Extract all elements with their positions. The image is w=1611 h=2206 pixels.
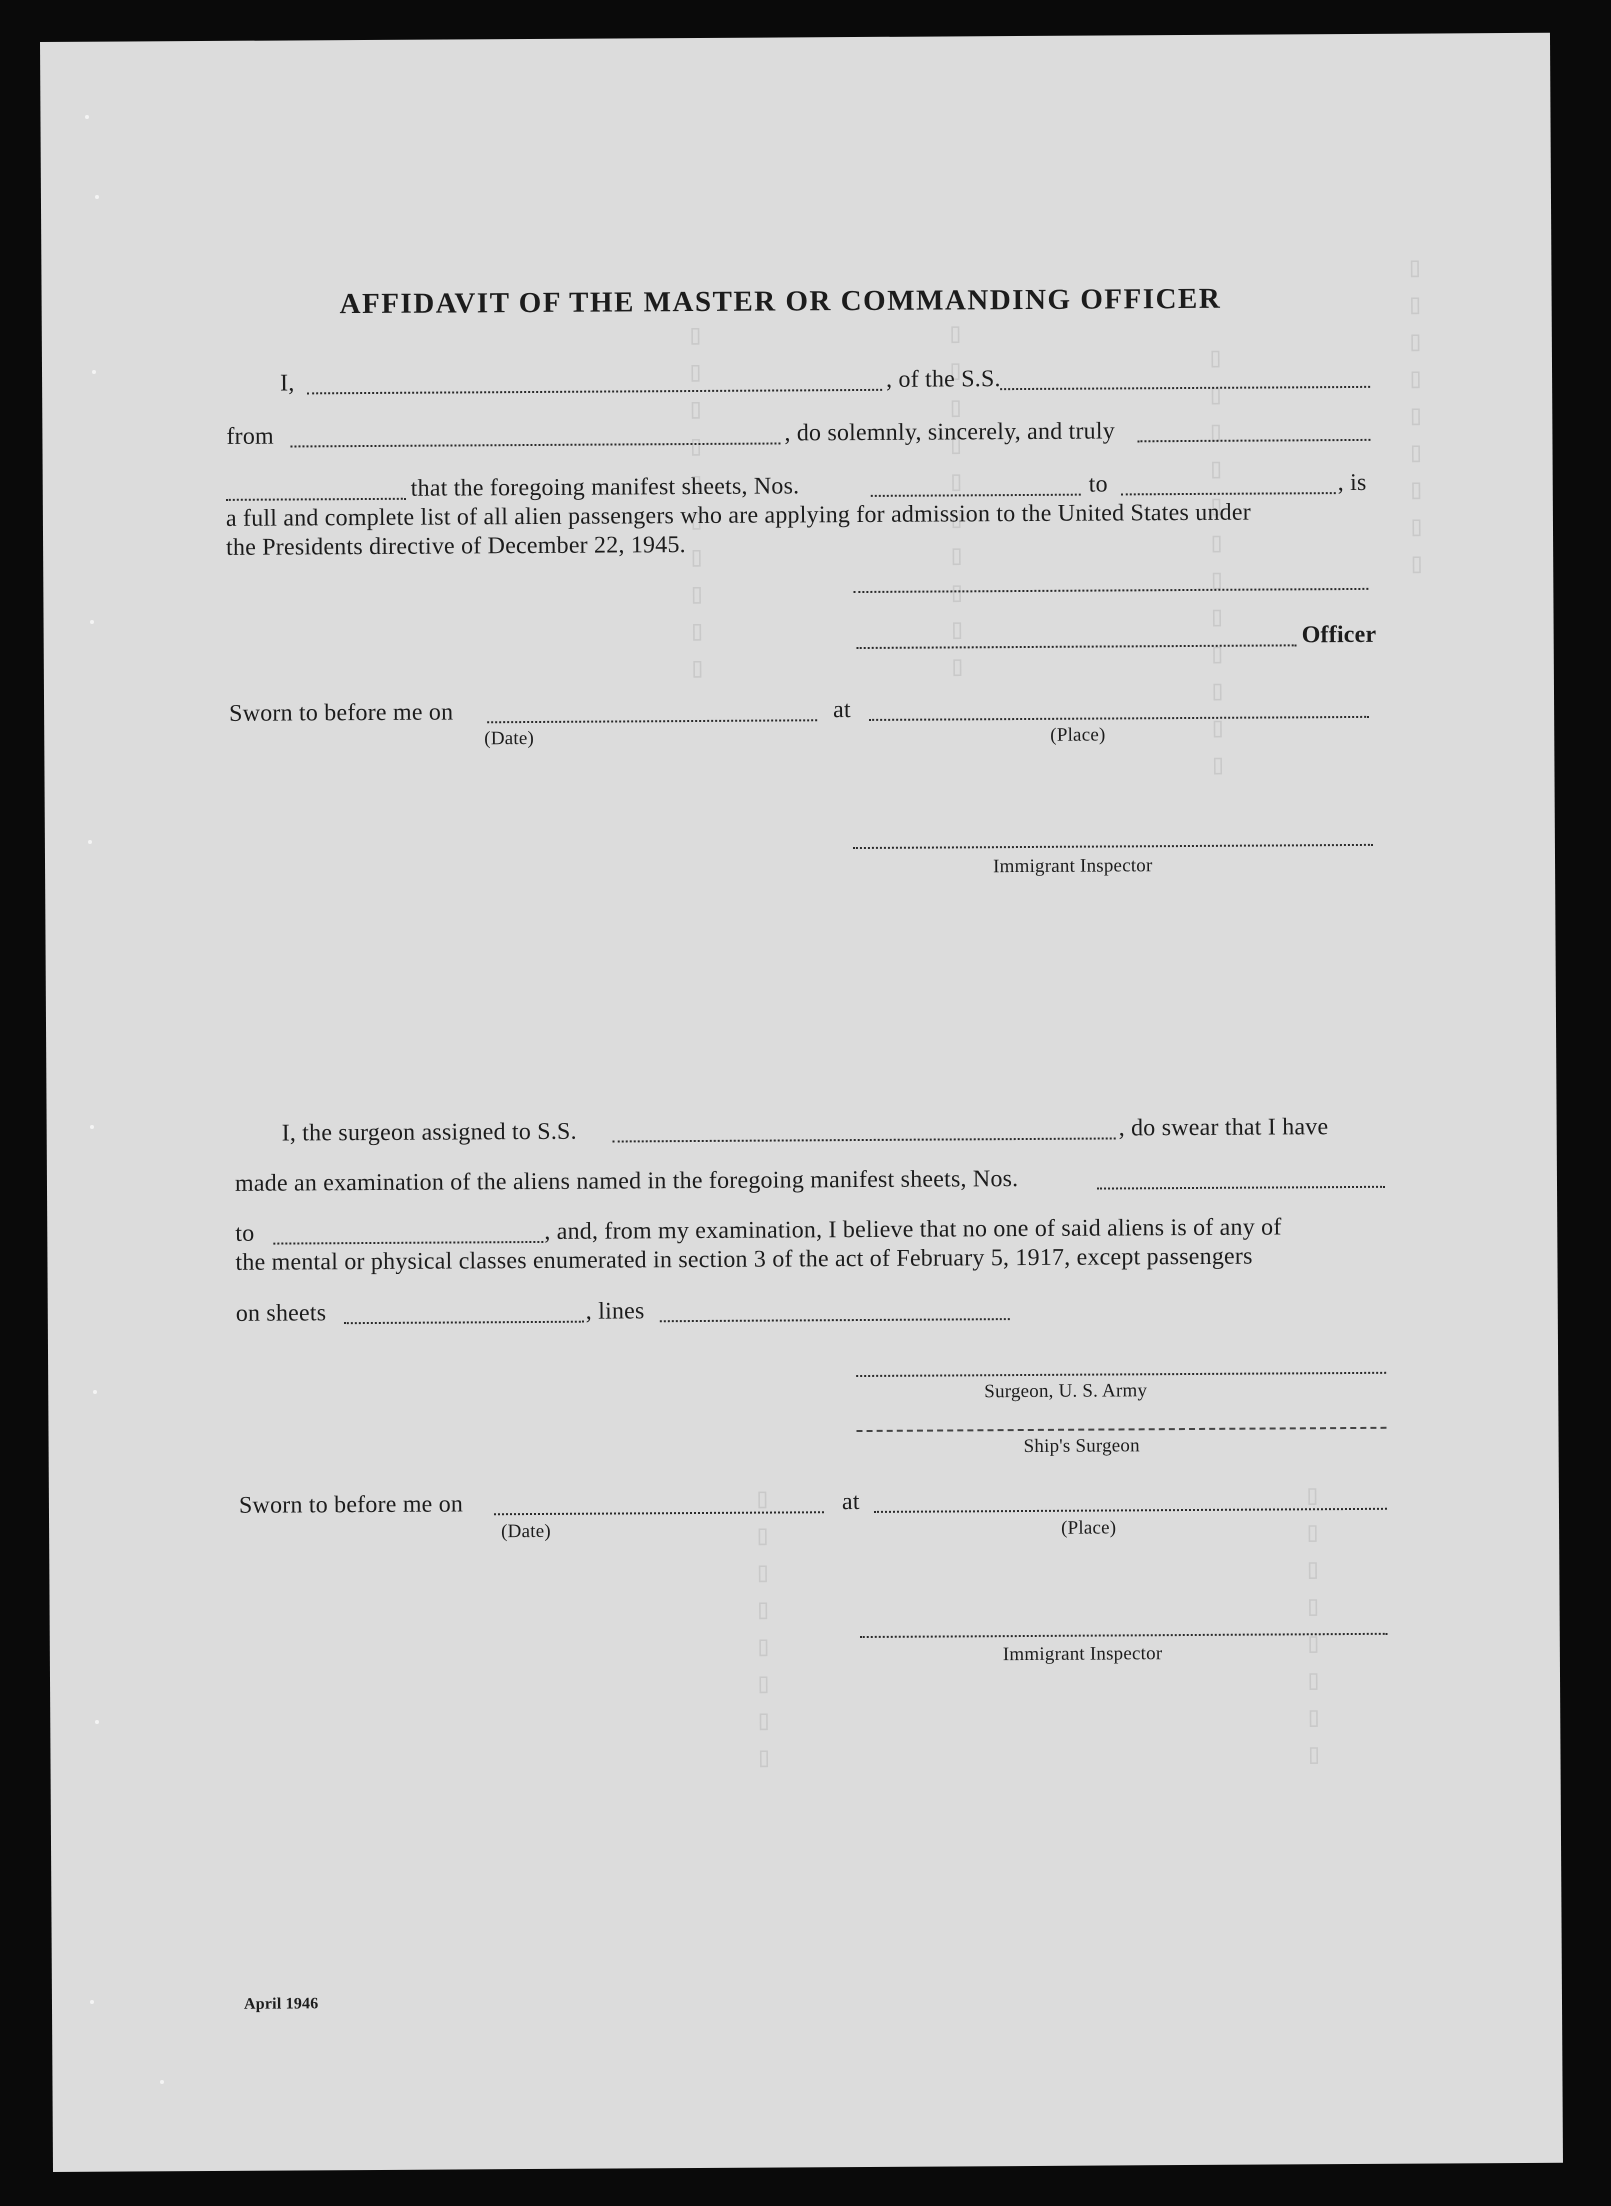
inspector-signature-field[interactable] (853, 844, 1373, 849)
surgeon-date-caption: (Date) (501, 1520, 551, 1543)
date-caption: (Date) (484, 727, 535, 750)
scan-speck (93, 1390, 97, 1394)
lines-label: , lines (585, 1298, 645, 1325)
form-date: April 1946 (243, 1995, 319, 2013)
scan-speck (95, 195, 99, 199)
surgeon-line-2: made an examination of the aliens named in the foregoing manifest sheets, Nos. (234, 1166, 1019, 1197)
bleedthrough-text: ▯▯▯▯▯▯▯▯▯▯ (682, 317, 716, 689)
surgeon-sheet-from-field[interactable] (1097, 1186, 1385, 1190)
sworn-place-field[interactable] (869, 716, 1369, 721)
scan-speck (90, 2000, 94, 2004)
of-ss-label: , of the S.S. (886, 366, 1001, 393)
ship-name-field[interactable] (1000, 386, 1370, 390)
ship-surgeon-caption: Ship's Surgeon (1023, 1435, 1140, 1458)
place-caption: (Place) (1050, 724, 1106, 746)
form-page (40, 33, 1563, 2172)
master-name-field[interactable] (307, 389, 882, 395)
at-label: at (833, 697, 851, 724)
scan-speck (95, 1720, 99, 1724)
from-label: from (226, 423, 274, 450)
surgeon-line-1a: I, the surgeon assigned to S.S. (281, 1118, 577, 1147)
bleedthrough-text: ▯▯▯▯▯▯▯▯▯ (1402, 250, 1436, 584)
sworn-label: Sworn to before me on (229, 699, 454, 727)
surgeon-place-caption: (Place) (1061, 1517, 1117, 1539)
surgeon-ship-field[interactable] (613, 1137, 1116, 1142)
surgeon-line-1b: , do swear that I have (1118, 1114, 1329, 1142)
except-lines-field[interactable] (660, 1318, 1010, 1322)
surgeon-at-label: at (841, 1489, 860, 1516)
surgeon-line-3b: , and, from my examination, I believe that no one of said aliens is of any of (544, 1214, 1282, 1245)
swear-text: , do solemnly, sincerely, and truly (784, 418, 1115, 447)
surgeon-line-4: the mental or physical classes enumerated in section 3 of the act of February 5, 1917, except passengers (235, 1243, 1253, 1276)
scan-speck (92, 370, 96, 374)
oath-field[interactable] (1137, 439, 1370, 442)
officer-label: Officer (1301, 621, 1377, 649)
surgeon-inspector-caption: Immigrant Inspector (1002, 1643, 1163, 1666)
is-label: , is (1337, 469, 1367, 497)
bleedthrough-text: ▯▯▯▯▯▯▯▯ (1299, 1478, 1333, 1775)
to-label: to (1088, 471, 1108, 498)
bleedthrough-text: ▯▯▯▯▯▯▯▯ (749, 1481, 783, 1778)
scan-speck (90, 620, 94, 624)
bleedthrough-text: ▯▯▯▯▯▯▯▯▯▯ (942, 316, 976, 687)
manifest-text: that the foregoing manifest sheets, Nos. (410, 473, 800, 502)
statement-line-3: the Presidents directive of December 22, 1945. (226, 532, 686, 561)
scan-speck (90, 1125, 94, 1129)
inspector-caption: Immigrant Inspector (992, 855, 1153, 878)
sworn-date-field[interactable] (487, 719, 817, 723)
army-surgeon-signature-field[interactable] (856, 1372, 1386, 1377)
oath-continued-field[interactable] (226, 498, 406, 501)
statement-line-2: a full and complete list of all alien passengers who are applying for admission to the United States under (225, 499, 1251, 532)
army-surgeon-caption: Surgeon, U. S. Army (984, 1380, 1148, 1403)
scan-speck (160, 2080, 164, 2084)
i-label: I, (280, 370, 295, 397)
form-title: AFFIDAVIT OF THE MASTER OR COMMANDING OFFICER (339, 282, 1222, 321)
except-sheets-field[interactable] (344, 1321, 584, 1324)
bleedthrough-text: ▯▯▯▯▯▯▯▯▯▯▯▯ (1202, 340, 1237, 785)
scan-speck (85, 115, 89, 119)
surgeon-sworn-label: Sworn to before me on (238, 1491, 464, 1519)
surgeon-to-label: to (235, 1220, 255, 1247)
on-sheets-label: on sheets (235, 1300, 327, 1327)
officer-signature-field[interactable] (853, 588, 1368, 593)
surgeon-sheet-to-field[interactable] (273, 1241, 543, 1245)
scan-speck (88, 840, 92, 844)
